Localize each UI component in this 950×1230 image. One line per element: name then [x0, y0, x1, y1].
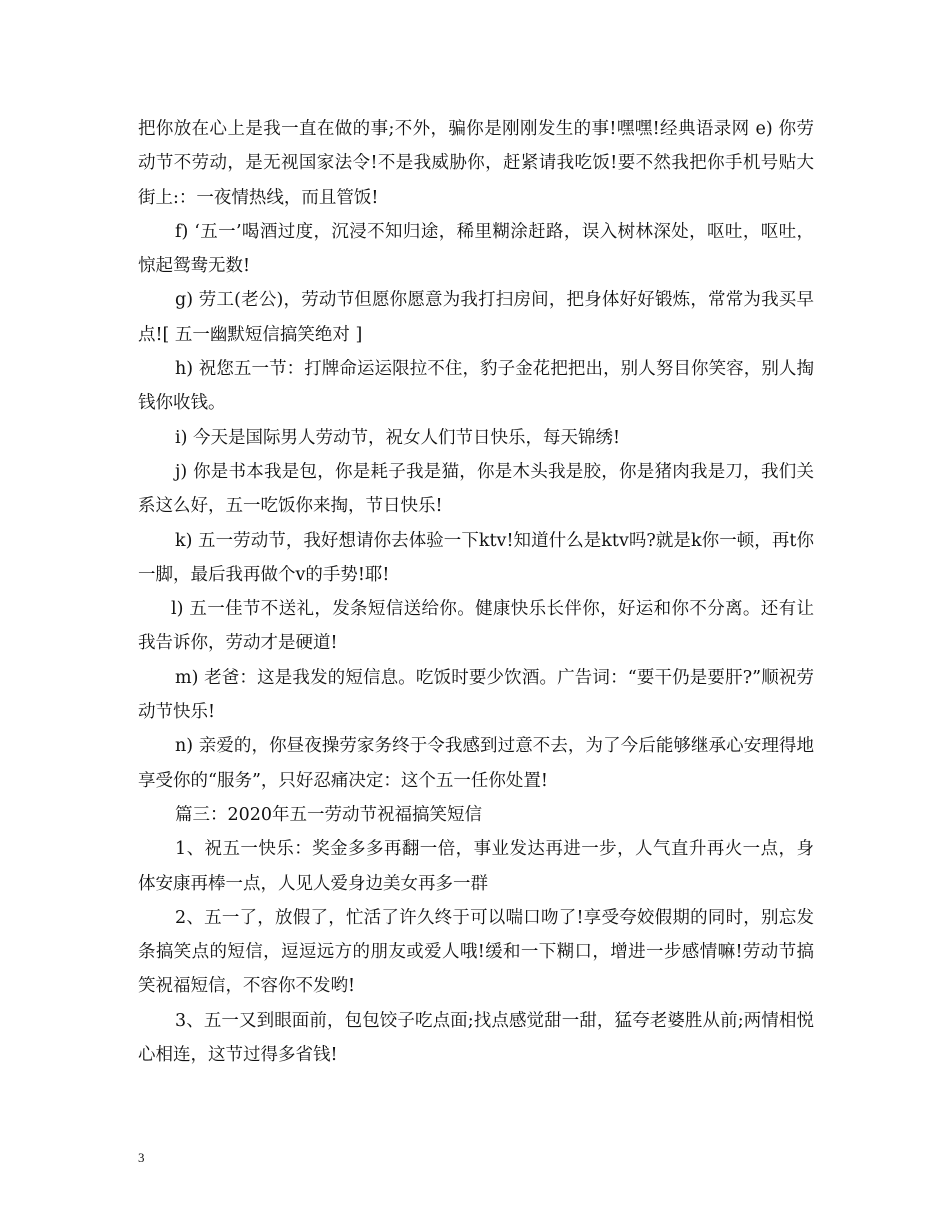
paragraph-f: f) ‘五一’喝酒过度，沉浸不知归途，稀里糊涂赶路，误入树林深处，呕吐，呕吐，惊起鸳鸯无数!	[138, 221, 814, 277]
paragraph-1: 1、祝五一快乐：奖金多多再翻一倍，事业发达再进一步，人气直升再火一点，身体安康再棒一点，人见人爱身边美女再多一群	[138, 839, 814, 894]
paragraph-2: 2、五一了，放假了，忙活了许久终于可以喘口吻了!享受夸姣假期的同时，别忘发条搞笑点的短信，逗逗远方的朋友或爱人哦!缓和一下糊口，增进一步感情嘛!劳动节搞笑祝福短信，不容你不发哟!	[138, 907, 814, 997]
body-text	[138, 112, 814, 1072]
section-heading: 篇三：2020年五一劳动节祝福搞笑短信	[175, 804, 483, 825]
paragraph-3: 3、五一又到眼面前，包包饺子吃点面;找点感觉甜一甜，猛夸老婆胜从前;两情相悦心相连，这节过得多省钱!	[138, 1010, 814, 1066]
paragraph-k: k) 五一劳动节，我好想请你去体验一下ktv!知道什么是ktv吗?就是k你一顿，再t你一脚，最后我再做个v的手势!耶!	[138, 530, 814, 585]
paragraph-i: i) 今天是国际男人劳动节，祝女人们节日快乐，每天锦绣!	[175, 427, 621, 448]
paragraph-h: h) 祝您五一节：打牌命运运限拉不住，豹子金花把把出，别人努目你笑容，别人掏钱你收钱。	[138, 359, 814, 414]
page-number: 3	[138, 1150, 145, 1165]
paragraph-g: g) 劳工(老公)，劳动节但愿你愿意为我打扫房间，把身体好好锻炼，常常为我买早点![ 五一幽默短信搞笑绝对 ]	[138, 290, 814, 345]
paragraph-n: n) 亲爱的，你昼夜操劳家务终于令我感到过意不去，为了今后能够继承心安理得地享受你的“服务”，只好忍痛决定：这个五一任你处置!	[138, 736, 814, 791]
paragraph-m: m) 老爸：这是我发的短信息。吃饭时要少饮酒。广告词：“要干仍是要肝?”顺祝劳动节快乐!	[138, 667, 814, 723]
paragraph-l: l) 五一佳节不送礼，发条短信送给你。健康快乐长伴你，好运和你不分离。还有让我告诉你，劳动才是硬道!	[138, 599, 814, 654]
paragraph-j: j) 你是书本我是包，你是耗子我是猫，你是木头我是胶，你是猪肉我是刀，我们关系这么好，五一吃饭你来掏，节日快乐!	[138, 461, 814, 517]
paragraph-e: 把你放在心上是我一直在做的事;不外，骗你是刚刚发生的事!嘿嘿!经典语录网 e) 你劳动节不劳动，是无视国家法令!不是我威胁你，赶紧请我吃饭!要不然我把你手机号贴大街上:：一夜情热线，而且管饭!	[138, 119, 814, 208]
